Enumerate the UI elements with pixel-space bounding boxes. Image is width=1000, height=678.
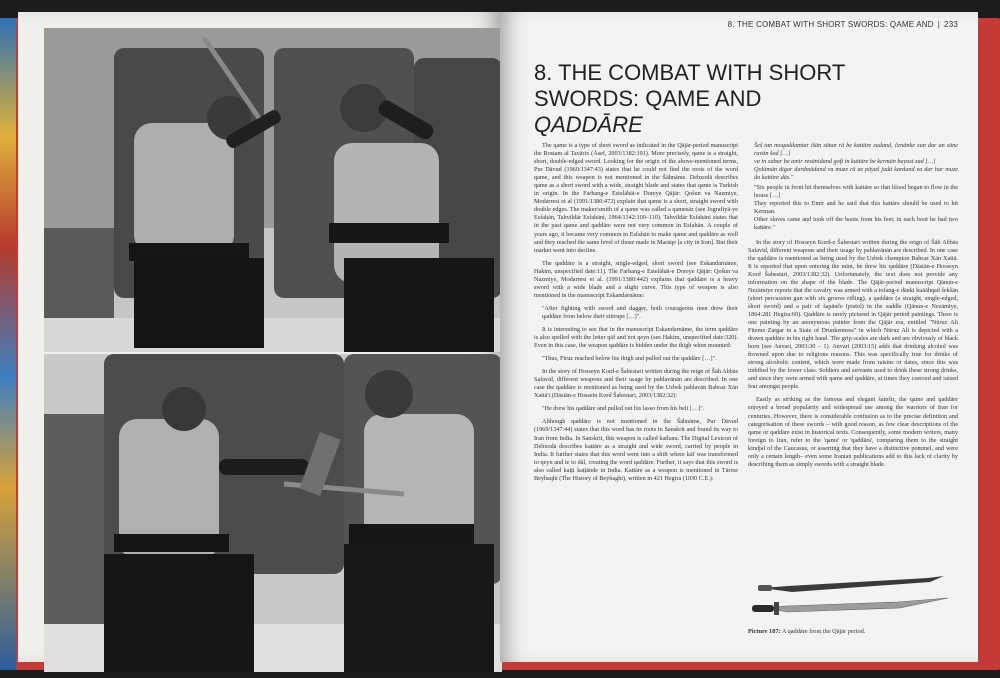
photo-sword-combat-top bbox=[44, 28, 502, 352]
quotation: "He drew his qaddāre and pulled out his lasso from his belt […]". bbox=[542, 405, 705, 413]
page-number: 233 bbox=[944, 20, 958, 29]
quotation: "Thus, Firuz reached below his thigh and pulled out the qaddāre […]". bbox=[542, 355, 717, 363]
verse-line: Šeš tan moqaddamtar išān sūtan rā be kattāre zadand, čenānke xun dar an sāne ravān šod […] bbox=[754, 142, 958, 158]
running-head bbox=[728, 20, 958, 29]
paragraph: The qame is a type of short sword as indicated in the Qājār-period manuscript the Rostam al Tavārix (Āsef, 2003/1382:191). More precisely, qame is a straight, short, double-edged sword. Looking for the origin of the above-mentioned terms, Pur Dāvud (1969/1347:43) states that he could not find the roots of the word qame, and this weapon is not mentioned in the Šāhnāme. Dehxodā describes qame as a short sword with a wide, straight blade and states that qame is Turkish in origin. In the Farhang-e Estelāhāt-e Doreye Qājār: Qošun va Nazmiye, Modarresi et al (1991/1380:472) explain that qame is a short, straight sword with double edges. The maker/smith of a qame was called a qamesāz (see Jografiyā-ye Esfahān, Tahvildār Esfahāni, 1964/1342:109–110). Tahvildār Esfahāni states that in the past qame and qaddāre were not very common in Esfahān. A couple of years ago, it became very common in Esfahān to make qame and qaddāre as well and they reached the same level of those made in Marāqe [a city in Iran]. But their market went into decline. bbox=[534, 142, 738, 254]
verse-line: va in xabar be amir resānidand goft in kattāre be kermān bayast zad […] bbox=[754, 158, 936, 166]
verse-line: Qolāmān digar dardmādand va muze rā az pāyaš jodā kardand va dar har muze do kattāre dās." bbox=[754, 166, 958, 182]
quotation: "After fighting with sword and dagger, both courageous men drew their qaddāre from below their stirrups […]". bbox=[542, 304, 738, 320]
right-page bbox=[500, 12, 978, 662]
chapter-title bbox=[534, 60, 954, 138]
text-column-right bbox=[748, 142, 958, 474]
left-page bbox=[18, 12, 500, 662]
figure-caption bbox=[748, 628, 958, 635]
chapter-title-line2: QADDĀRE bbox=[534, 112, 643, 137]
photo-bottom-illustration bbox=[44, 354, 502, 672]
chapter-title-line1: 8. THE COMBAT WITH SHORT SWORDS: QAME AND bbox=[534, 60, 845, 111]
running-head-separator: | bbox=[937, 20, 941, 29]
text-column-left bbox=[534, 142, 738, 488]
translation-line: Other slaves came and took off the boots from his feet; in each boot he had two kattāre." bbox=[754, 216, 958, 232]
qaddare-sword-illustration bbox=[748, 568, 958, 624]
qaddare-figure bbox=[748, 568, 958, 624]
translation-line: They reported this to Emir and he said that this kattāre should be used to hit Kerman. bbox=[754, 200, 958, 216]
paragraph: Easily as striking as the famous and elegant šamšir, the qame and qaddāre enjoyed a broad popularity and widespread use among the warriors of Iran for centuries. However, there is considerable confusion as to the precise definition and categorisation of these swords – with good reason, as few clear descriptions of the qame or qaddāre exist in historical texts. Consequently, some modern writers, many foreign to Iran, refer to the 'qame' or 'qaddāra', comparing them to the straight kindjal of the Caucasus, or asserting that they have a distinctive pommel, and were only a certain length– even some Iranian publications add to this lack of clarity by describing them as simply swords with a straight blade. bbox=[748, 396, 958, 468]
paragraph: In the story of Hosseyn Kord-e Šabestari written during the reign of Šāh Abbās Safavid, different weapons and their usage by pahlavānān are described. In one case the qaddāre is mentioned as being used by the Uzbek pahlavān Babraz Xān Xattā'i (Dāstān-e Hossein Kord Šabestari, 2003/1382:32): bbox=[534, 368, 738, 400]
caption-label: Picture 187: bbox=[748, 628, 781, 635]
book-cover-artwork bbox=[0, 18, 16, 670]
running-head-chapter: 8. THE COMBAT WITH SHORT SWORDS: QAME AND bbox=[727, 20, 934, 29]
paragraph: The qaddāre is a straight, single-edged, short sword (see Eskandarnāme, Hakim, unspecified date:11). The Farhang-e Estelāhāt-e Doreye Qājār: Qošun va Nazmiye, Modarresi et al. (1991/1380:442) explains that qaddāre is a heavy sword with a wide blade and a slight curve. This type of weapon is also mentioned in the manuscript Eskandarnāme: bbox=[534, 259, 738, 299]
paragraph: Although qaddāre is not mentioned in the Šāhnāme, Pur Dāvud (1969/1347:44) states that this word has its roots in Sanskrit and found its way to Iran from India. In Sanskrit, this weapon is called kathara. The Digital Lexicon of Dehxodā describes kattāre as a straight and wide sword, carried by people in India. It further states that this word went into a shift where kāf was transformed to qeyn and te to dāl, creating the word qaddāre. Further, it says that this sword is also called kaṭṭi kaṭṭānde in India. Kattāre as a weapon is mentioned in Tārixe Beyhaqhi (The History of Beyhaghi), written in 421 Hegira (1030 C.E.): bbox=[534, 418, 738, 482]
photo-sword-combat-bottom bbox=[44, 354, 502, 672]
paragraph: It is interesting to see that in the manuscript Eskandarnāme, the term qaddāre is also spelled with the letter qāf and not qeyn (see Hakim, unspecified date:320). Even in this case, the weapon qaddāre is hidden under the thigh when mounted: bbox=[534, 325, 738, 350]
paragraph: In the story of Hosseyn Kord-e Šabestari written during the reign of Šāh Abbās Safavid, different weapons and their usage by pahlavānān are described. In one case the qaddāre is mentioned as being used by the Uzbek champion Babraz Xān Xattā. It is reported that upon entering the mint, he drew his qaddāre (Dāstān-e Hosseyn Kord Šabestari, 2003/1382:32). Unfortunately, the text does not provide any information on the shape of the blade. The Qājār-period manuscript Qānun-e Nezāmiye reports that the cavalry was armed with a tofang-e dānki kuāāhqad šekšān (short percussion gun with six groove rifling), a qaddāre (a straight, single-edged, short sword) and a pair of šapānče (pistol) in the saddle (Qānun-e Nezāmiye, 1864:281 Hegira:60). Qaddāre is rarely pictured in Qājār period paintings. There is one painting by an anonymous painter from the Qājār era, entitled "Nūruz Ali Fiteme Zargar in a State of Drunkenness" in which Nūruz Ali is depicted with a drawn qaddāre in his right hand. The grip scales are dark and are obviously of black horn (see Anvari, 2003:30 – 1). Anvari (2003:15) adds that drinking alcohol was frowned upon due to religious reasons. This was specifically true for drinks of strong alcoholic content, which were made from raisins or dates, since this was imbibed by the lower class. Soldiers and servants used to drink these strong drinks, and since they were armed with qame and qaddāre, at times they coerced and raised fear amongst people. bbox=[748, 238, 958, 391]
translation-line: "Six people in front hit themselves with kattāre so that blood began to flow in the house […] bbox=[754, 184, 958, 200]
caption-text: A qaddāre from the Qājār period. bbox=[781, 628, 866, 635]
photo-top-illustration bbox=[44, 28, 502, 352]
